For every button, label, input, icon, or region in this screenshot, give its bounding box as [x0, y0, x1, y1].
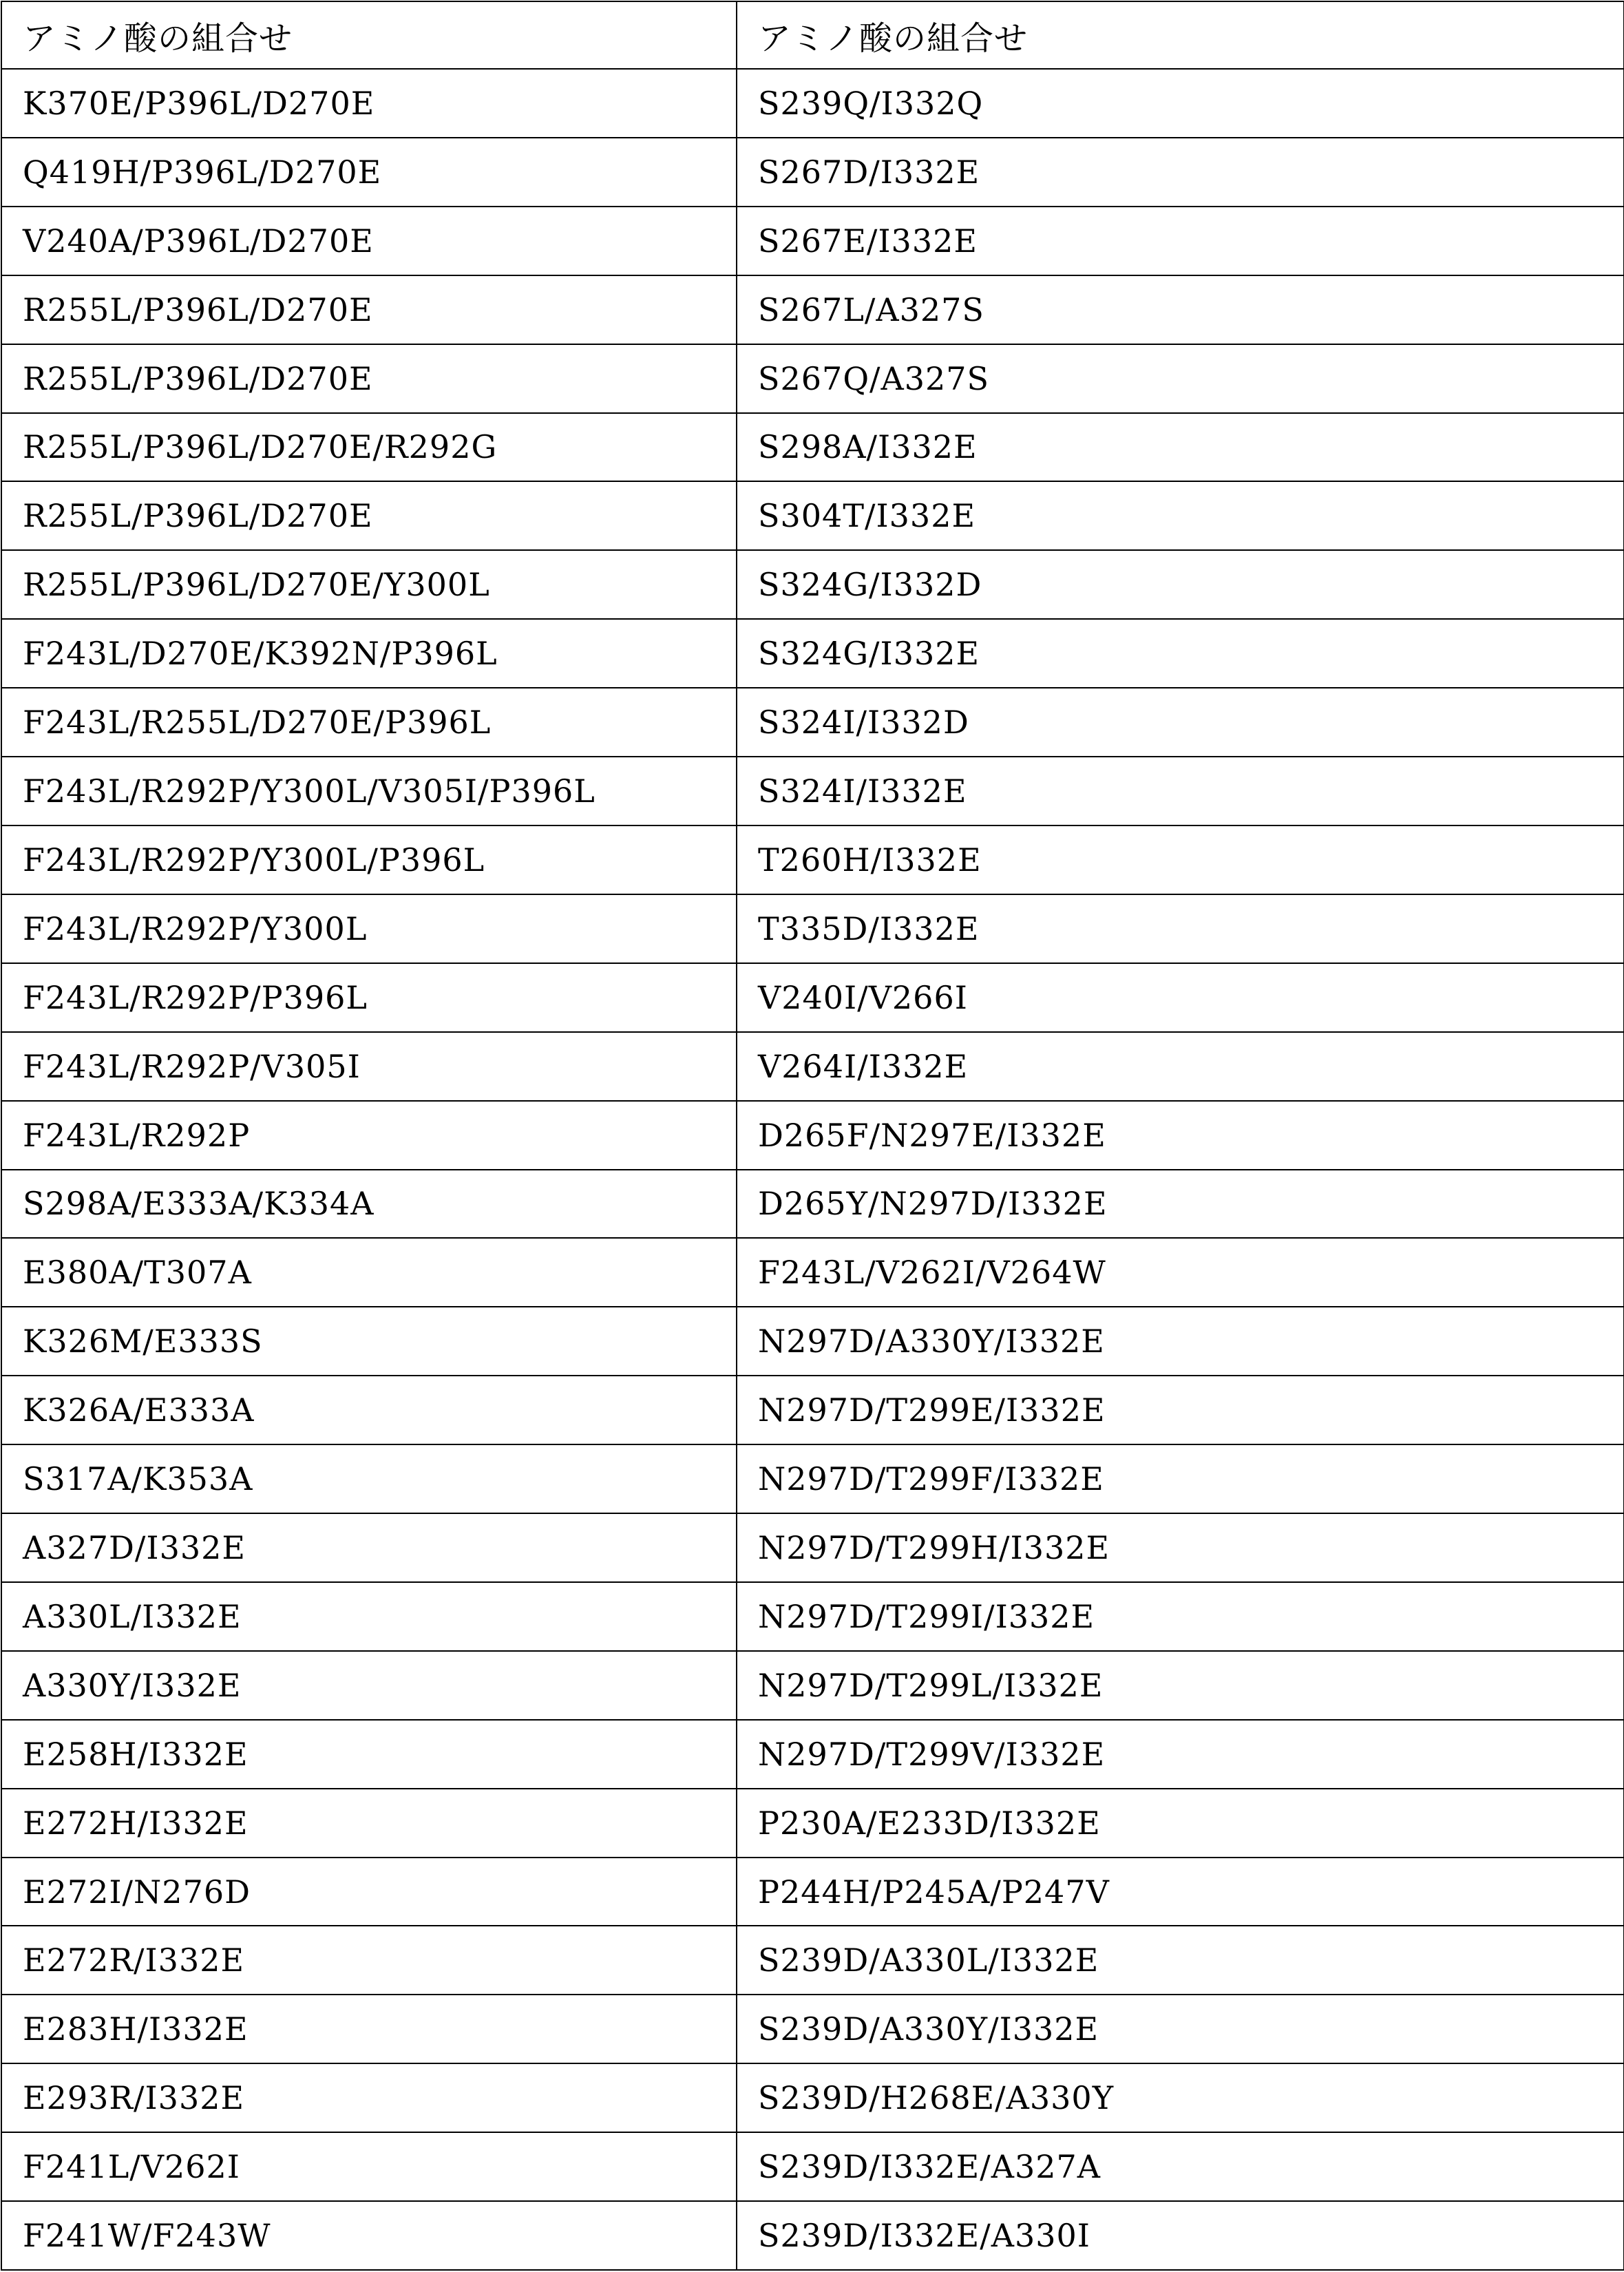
table-cell: A330Y/I332E: [1, 1651, 737, 1720]
table-row: [1, 1101, 1624, 1170]
table-cell: P230A/E233D/I332E: [737, 1789, 1624, 1858]
table-cell: S324G/I332E: [737, 619, 1624, 688]
table-cell: N297D/T299F/I332E: [737, 1444, 1624, 1513]
table-cell: F243L/R292P/V305I: [1, 1032, 737, 1101]
table-cell: R255L/P396L/D270E/Y300L: [1, 550, 737, 619]
table-cell: K370E/P396L/D270E: [1, 69, 737, 138]
table-row: [1, 1720, 1624, 1789]
table-cell: E272H/I332E: [1, 1789, 737, 1858]
table-cell: S298A/E333A/K334A: [1, 1170, 737, 1239]
table-cell: E283H/I332E: [1, 1995, 737, 2063]
table-cell: V264I/I332E: [737, 1032, 1624, 1101]
header-row: [1, 1, 1624, 69]
table-cell: F243L/R292P/Y300L/P396L: [1, 825, 737, 894]
table-cell: F243L/R292P/Y300L: [1, 894, 737, 963]
table-cell: F243L/R255L/D270E/P396L: [1, 688, 737, 757]
table-row: [1, 1995, 1624, 2063]
table-row: [1, 619, 1624, 688]
table-row: [1, 69, 1624, 138]
table-row: [1, 2063, 1624, 2132]
table-row: [1, 550, 1624, 619]
table-row: [1, 1238, 1624, 1307]
table-row: [1, 413, 1624, 482]
table-cell: S239D/H268E/A330Y: [737, 2063, 1624, 2132]
table-cell: E272I/N276D: [1, 1858, 737, 1926]
table-cell: N297D/T299L/I332E: [737, 1651, 1624, 1720]
table-cell: S239D/I332E/A327A: [737, 2132, 1624, 2201]
table-cell: F243L/D270E/K392N/P396L: [1, 619, 737, 688]
table-row: [1, 1582, 1624, 1651]
table-cell: S317A/K353A: [1, 1444, 737, 1513]
table-cell: F243L/R292P/P396L: [1, 963, 737, 1032]
table-cell: A327D/I332E: [1, 1513, 737, 1582]
table-cell: S324G/I332D: [737, 550, 1624, 619]
table-cell: V240I/V266I: [737, 963, 1624, 1032]
table-cell: D265Y/N297D/I332E: [737, 1170, 1624, 1239]
table-cell: Q419H/P396L/D270E: [1, 138, 737, 207]
table-cell: V240A/P396L/D270E: [1, 207, 737, 275]
table-row: [1, 1789, 1624, 1858]
table-cell: K326M/E333S: [1, 1307, 737, 1376]
table-cell: N297D/A330Y/I332E: [737, 1307, 1624, 1376]
column-header: アミノ酸の組合せ: [737, 1, 1624, 69]
table-cell: F243L/V262I/V264W: [737, 1238, 1624, 1307]
table-cell: R255L/P396L/D270E: [1, 481, 737, 550]
table-cell: S324I/I332D: [737, 688, 1624, 757]
table-cell: P244H/P245A/P247V: [737, 1858, 1624, 1926]
table-cell: S239D/I332E/A330I: [737, 2201, 1624, 2270]
table-row: [1, 275, 1624, 344]
table-cell: A330L/I332E: [1, 1582, 737, 1651]
table-row: [1, 1032, 1624, 1101]
table-cell: S304T/I332E: [737, 481, 1624, 550]
table-cell: N297D/T299E/I332E: [737, 1376, 1624, 1444]
table-cell: D265F/N297E/I332E: [737, 1101, 1624, 1170]
table-row: [1, 1926, 1624, 1995]
table-cell: R255L/P396L/D270E: [1, 344, 737, 413]
table-row: [1, 2132, 1624, 2201]
table-cell: R255L/P396L/D270E: [1, 275, 737, 344]
table-cell: S267E/I332E: [737, 207, 1624, 275]
table-cell: S239D/A330Y/I332E: [737, 1995, 1624, 2063]
table-row: [1, 688, 1624, 757]
table-cell: T260H/I332E: [737, 825, 1624, 894]
table-row: [1, 1513, 1624, 1582]
table-row: [1, 1651, 1624, 1720]
table-cell: S324I/I332E: [737, 757, 1624, 825]
table-row: [1, 894, 1624, 963]
table-cell: N297D/T299I/I332E: [737, 1582, 1624, 1651]
table-row: [1, 825, 1624, 894]
table-cell: F243L/R292P: [1, 1101, 737, 1170]
table-cell: F243L/R292P/Y300L/V305I/P396L: [1, 757, 737, 825]
table-cell: E293R/I332E: [1, 2063, 737, 2132]
table-row: [1, 1376, 1624, 1444]
amino-acid-combination-table: [1, 1, 1624, 2271]
table-row: [1, 1170, 1624, 1239]
table-row: [1, 1858, 1624, 1926]
table-row: [1, 481, 1624, 550]
table-cell: F241W/F243W: [1, 2201, 737, 2270]
table-cell: F241L/V262I: [1, 2132, 737, 2201]
table-cell: S267L/A327S: [737, 275, 1624, 344]
table-cell: E380A/T307A: [1, 1238, 737, 1307]
table-cell: S239D/A330L/I332E: [737, 1926, 1624, 1995]
table-cell: E272R/I332E: [1, 1926, 737, 1995]
table-cell: T335D/I332E: [737, 894, 1624, 963]
column-header: アミノ酸の組合せ: [1, 1, 737, 69]
table-cell: E258H/I332E: [1, 1720, 737, 1789]
table-cell: K326A/E333A: [1, 1376, 737, 1444]
table-row: [1, 963, 1624, 1032]
table-cell: S267D/I332E: [737, 138, 1624, 207]
table-row: [1, 757, 1624, 825]
table-row: [1, 344, 1624, 413]
table-row: [1, 1444, 1624, 1513]
table-cell: S298A/I332E: [737, 413, 1624, 482]
table-cell: N297D/T299V/I332E: [737, 1720, 1624, 1789]
table-row: [1, 138, 1624, 207]
table-row: [1, 1307, 1624, 1376]
table-cell: S267Q/A327S: [737, 344, 1624, 413]
table-cell: R255L/P396L/D270E/R292G: [1, 413, 737, 482]
table-cell: N297D/T299H/I332E: [737, 1513, 1624, 1582]
table-row: [1, 207, 1624, 275]
table-cell: S239Q/I332Q: [737, 69, 1624, 138]
table-row: [1, 2201, 1624, 2270]
